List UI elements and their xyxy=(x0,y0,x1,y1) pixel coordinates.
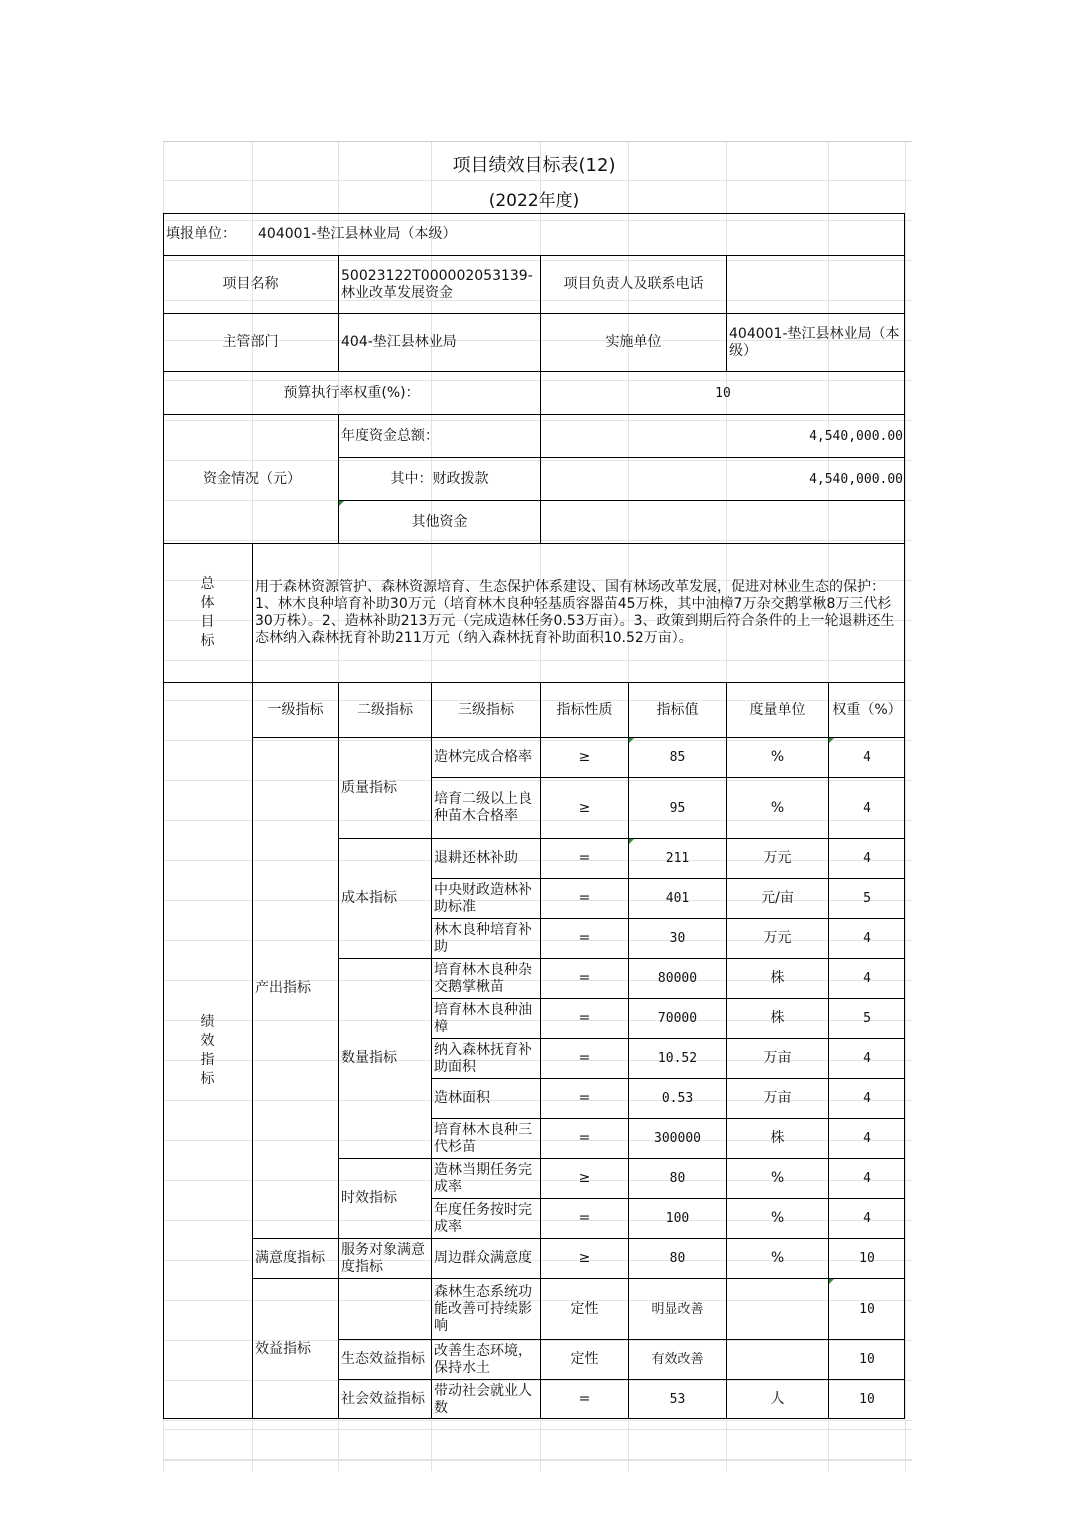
header-value: 指标值 xyxy=(656,701,699,718)
value-cell: 95 xyxy=(669,800,686,816)
nature-cell: ≥ xyxy=(578,1250,591,1266)
nature-cell: 定性 xyxy=(570,1351,599,1367)
weight-cell: 4 xyxy=(863,1171,871,1186)
cell-marker xyxy=(629,839,634,844)
page-title: 项目绩效目标表(12) xyxy=(452,155,616,176)
weight-cell: 5 xyxy=(863,1011,871,1026)
value-cell: 211 xyxy=(665,851,690,866)
budget-weight-value: 10 xyxy=(715,385,731,401)
weight-cell: 4 xyxy=(863,1051,871,1066)
value-cell: 300000 xyxy=(654,1131,701,1146)
nature-cell: = xyxy=(578,930,591,946)
unit-cell: % xyxy=(770,799,785,816)
level1-satisfaction: 满意度指标 xyxy=(255,1250,325,1266)
nature-cell: ≥ xyxy=(578,749,591,765)
level3-cell: 中央财政造林补助标准 xyxy=(434,881,532,915)
nature-cell: = xyxy=(578,1010,591,1026)
project-name: 50023122T000002053139-林业改革发展资金 xyxy=(341,267,533,301)
nature-cell: = xyxy=(578,970,591,986)
goal-text: 用于森林资源管护、森林资源培育、生态保护体系建设、国有林场改革发展，促进对林业生态的保护：1、林木良种培育补助30万元（培育林木良种轻基质容器苗45万株，其中油樟7万杂交鹅掌楸8万三代杉30万株）。2、造林补助213万元（完成造林任务0.53万亩）。3、政策到期后符合条件的上一轮退耕还生态林纳入森林抚育补助211万元（纳入森林抚育补助面积10.52万亩）。 xyxy=(255,579,895,646)
weight-cell: 10 xyxy=(859,1352,875,1367)
level3-cell: 带动社会就业人数 xyxy=(434,1382,532,1416)
nature-cell: ≥ xyxy=(578,1170,591,1186)
weight-cell: 4 xyxy=(863,851,871,866)
funds-other-value xyxy=(541,501,905,543)
header-nature: 指标性质 xyxy=(556,701,613,718)
value-cell: 100 xyxy=(665,1211,690,1226)
level1-benefit: 效益指标 xyxy=(255,1340,311,1357)
unit-cell: 株 xyxy=(770,1130,785,1146)
year-subtitle: (2022年度) xyxy=(488,191,580,211)
level2-quality: 质量指标 xyxy=(341,779,397,796)
cell-marker xyxy=(829,738,834,743)
level3-cell: 造林面积 xyxy=(434,1090,490,1106)
weight-cell: 10 xyxy=(859,1392,875,1407)
value-cell: 30 xyxy=(669,931,686,946)
funds-fiscal-label: 其中：财政拨款 xyxy=(390,470,489,487)
value-cell: 80000 xyxy=(657,971,698,986)
level2-service-satisfaction: 服务对象满意度指标 xyxy=(341,1241,425,1275)
unit-cell: 万亩 xyxy=(763,1050,792,1066)
weight-cell: 4 xyxy=(863,1211,871,1226)
nature-cell: = xyxy=(578,890,591,906)
level3-cell: 造林当期任务完成率 xyxy=(434,1161,532,1195)
level3-cell: 培育二级以上良种苗木合格率 xyxy=(434,791,532,824)
unit-cell: 万元 xyxy=(763,930,792,946)
unit-cell xyxy=(727,1340,828,1379)
weight-cell: 4 xyxy=(863,750,871,765)
level2-cost: 成本指标 xyxy=(341,890,397,906)
unit-cell: 株 xyxy=(770,970,785,986)
unit-cell: % xyxy=(770,1250,785,1266)
value-cell: 80 xyxy=(669,1171,686,1186)
cell-marker xyxy=(829,1279,834,1284)
level2-ecological: 生态效益指标 xyxy=(341,1351,425,1367)
value-cell: 70000 xyxy=(657,1011,698,1026)
weight-cell: 10 xyxy=(859,1251,875,1266)
nature-cell: ≥ xyxy=(578,799,591,816)
weight-cell: 4 xyxy=(863,971,871,986)
funds-total-value: 4,540,000.00 xyxy=(809,428,903,444)
level3-cell: 森林生态系统功能改善可持续影响 xyxy=(434,1283,532,1334)
unit-cell: % xyxy=(770,1170,785,1186)
unit-cell: 元/亩 xyxy=(761,890,794,906)
weight-cell: 4 xyxy=(863,1091,871,1106)
level3-cell: 退耕还林补助 xyxy=(434,850,518,866)
header-level3: 三级指标 xyxy=(458,701,514,718)
unit-row xyxy=(163,214,905,255)
unit-cell: 人 xyxy=(770,1391,785,1407)
level3-cell: 纳入森林抚育补助面积 xyxy=(434,1041,532,1075)
dept-label: 主管部门 xyxy=(222,334,279,350)
funds-fiscal-value: 4,540,000.00 xyxy=(809,471,903,487)
value-cell: 80 xyxy=(669,1251,686,1266)
nature-cell: = xyxy=(578,1050,591,1066)
level3-cell: 培育林木良种油樟 xyxy=(434,1001,532,1035)
project-name-label: 项目名称 xyxy=(222,276,279,292)
cell-marker xyxy=(629,738,634,743)
level3-cell: 造林完成合格率 xyxy=(434,749,532,765)
nature-cell: 定性 xyxy=(570,1300,599,1317)
level2-quantity: 数量指标 xyxy=(341,1050,397,1066)
unit-cell: 株 xyxy=(770,1010,785,1026)
weight-cell: 4 xyxy=(863,800,871,816)
nature-cell: = xyxy=(578,1090,591,1106)
unit-cell xyxy=(727,1279,828,1339)
nature-cell: = xyxy=(578,1391,591,1407)
level3-cell: 培育林木良种杂交鹅掌楸苗 xyxy=(434,961,532,995)
funds-label: 资金情况（元） xyxy=(203,470,301,487)
weight-cell: 10 xyxy=(859,1301,875,1317)
goal-label: 总体目标 xyxy=(200,576,215,649)
weight-cell: 5 xyxy=(863,891,871,906)
budget-weight-label: 预算执行率权重(%)： xyxy=(283,384,420,401)
level2-blank xyxy=(339,1279,431,1339)
unit-cell: % xyxy=(770,1210,785,1226)
header-level1: 一级指标 xyxy=(267,701,324,718)
level3-cell: 林木良种培育补助 xyxy=(434,921,532,955)
header-level2: 二级指标 xyxy=(357,701,413,718)
value-cell: 401 xyxy=(665,891,690,906)
level3-cell: 年度任务按时完成率 xyxy=(434,1201,532,1235)
value-cell: 明显改善 xyxy=(651,1301,704,1317)
unit-cell: 万元 xyxy=(763,850,792,866)
manager-value xyxy=(727,256,905,313)
funds-other-label: 其他资金 xyxy=(411,513,468,530)
unit-cell: 万亩 xyxy=(763,1090,792,1106)
level2-social: 社会效益指标 xyxy=(341,1391,425,1407)
perf-label: 绩效指标 xyxy=(200,1014,215,1087)
goal-text-cell xyxy=(253,544,905,682)
value-cell: 53 xyxy=(669,1392,686,1407)
value-cell: 有效改善 xyxy=(651,1352,704,1367)
nature-cell: = xyxy=(578,1210,591,1226)
value-cell: 0.53 xyxy=(661,1091,694,1106)
value-cell: 10.52 xyxy=(657,1051,698,1066)
level3-cell: 培育林木良种三代杉苗 xyxy=(434,1121,532,1155)
header-unit: 度量单位 xyxy=(749,701,806,718)
level1-output: 产出指标 xyxy=(255,979,311,996)
weight-cell: 4 xyxy=(863,931,871,946)
cell-marker xyxy=(339,501,344,506)
level3-cell: 改善生态环境，保持水土 xyxy=(434,1342,532,1376)
funds-total-label: 年度资金总额： xyxy=(341,427,439,444)
dept-value: 404-垫江县林业局 xyxy=(341,334,457,350)
spreadsheet xyxy=(163,141,912,1471)
weight-cell: 4 xyxy=(863,1131,871,1146)
unit-cell: % xyxy=(770,749,785,765)
impl-value: 404001-垫江县林业局（本级） xyxy=(729,325,900,359)
unit-label: 填报单位： xyxy=(166,226,236,242)
header-weight: 权重（%） xyxy=(832,701,902,718)
impl-label: 实施单位 xyxy=(605,334,662,350)
level3-cell: 周边群众满意度 xyxy=(434,1250,532,1266)
nature-cell: = xyxy=(578,850,591,866)
unit-value: 404001-垫江县林业局（本级） xyxy=(258,226,457,242)
manager-label: 项目负责人及联系电话 xyxy=(563,276,704,292)
nature-cell: = xyxy=(578,1130,591,1146)
level2-timeliness: 时效指标 xyxy=(341,1190,397,1206)
value-cell: 85 xyxy=(669,750,686,765)
